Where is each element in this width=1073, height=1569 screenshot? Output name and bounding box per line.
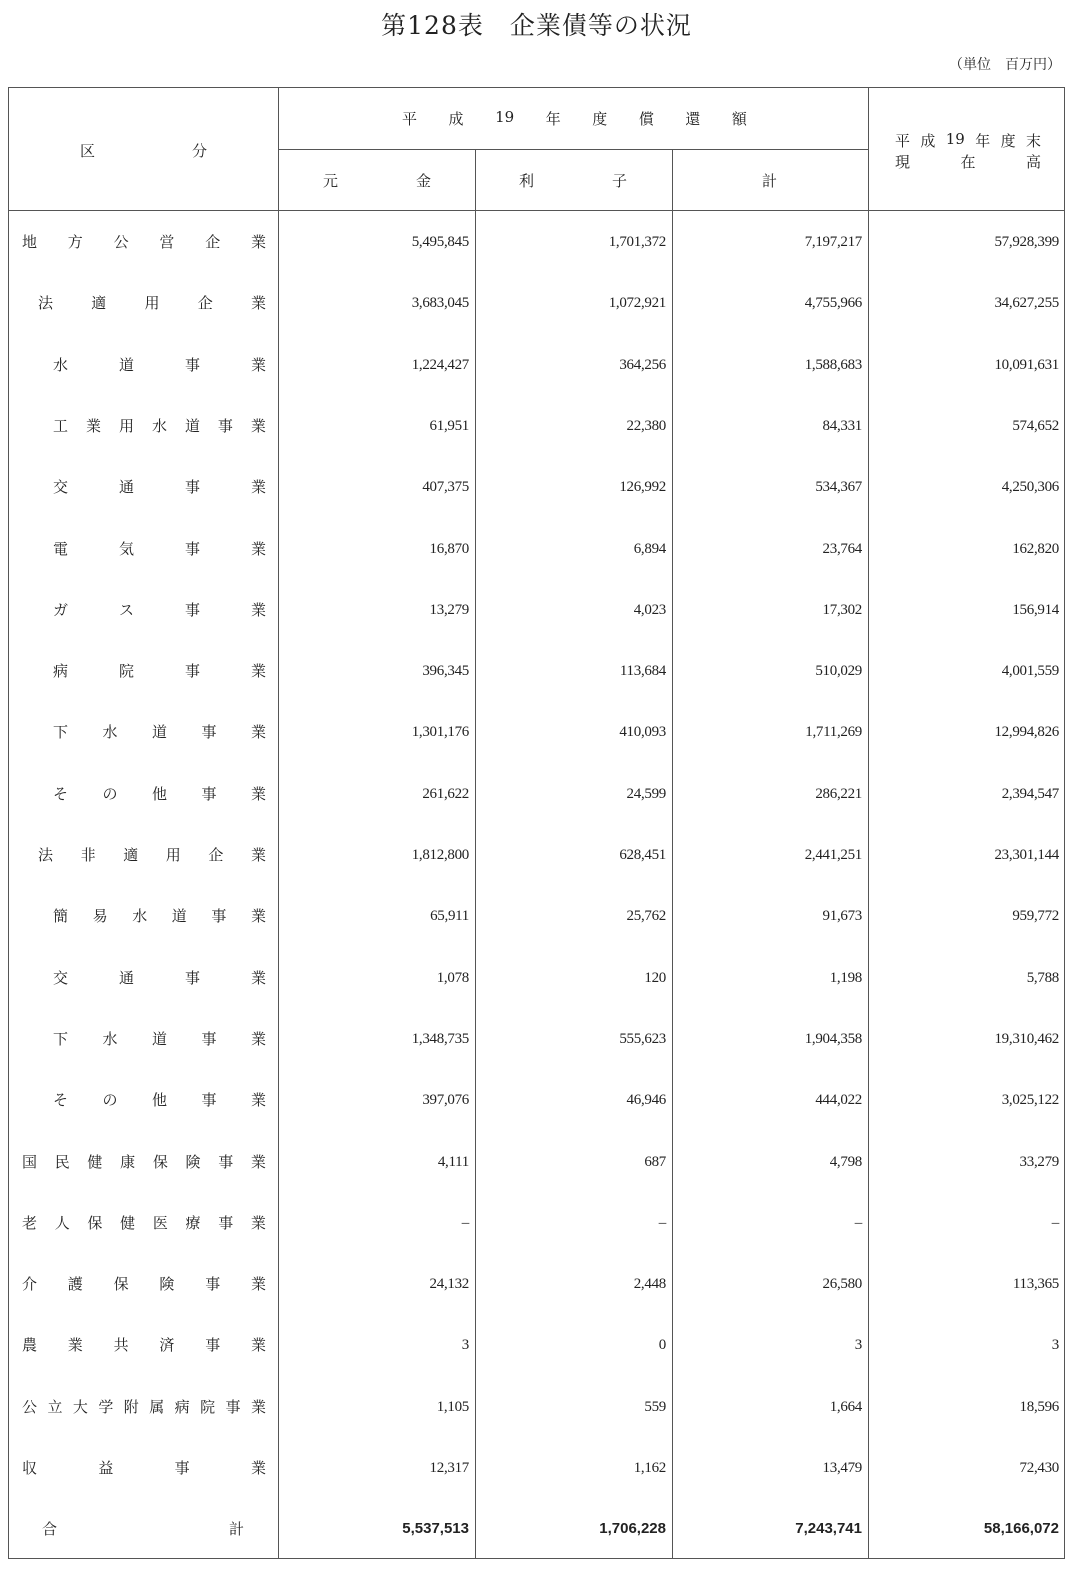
cell-principal: 1,078	[436, 970, 469, 986]
row-label: ガ ス 事 業	[53, 601, 266, 619]
cell-balance: 10,091,631	[994, 357, 1059, 373]
cell-interest: 0	[658, 1337, 666, 1353]
cell-total: 23,764	[822, 541, 862, 557]
cell-total: 4,798	[829, 1154, 862, 1170]
row-label: 合 計	[42, 1520, 244, 1538]
header-interest	[519, 170, 627, 191]
row-label: 農 業 共 済 事 業	[22, 1336, 266, 1354]
cell-balance: 113,365	[1012, 1276, 1059, 1292]
row-label: 地 方 公 営 企 業	[22, 233, 266, 251]
cell-balance: 72,430	[1019, 1460, 1059, 1476]
cell-interest: 46,946	[626, 1092, 666, 1108]
cell-interest: 1,162	[633, 1460, 666, 1476]
cell-interest: 559	[644, 1399, 666, 1415]
cell-interest: 555,623	[619, 1031, 666, 1047]
cell-principal: 1,301,176	[411, 724, 469, 740]
cell-interest: –	[658, 1215, 666, 1231]
header-bottom-divider	[8, 210, 1065, 211]
cell-interest: 687	[644, 1154, 666, 1170]
cell-principal: 397,076	[422, 1092, 469, 1108]
row-label: 老 人 保 健 医 療 事 業	[22, 1214, 266, 1232]
row-label: 電 気 事 業	[53, 540, 266, 558]
row-label: 病 院 事 業	[53, 662, 266, 680]
cell-total: 3	[854, 1337, 862, 1353]
cell-balance: 18,596	[1019, 1399, 1059, 1415]
cell-interest: 6,894	[633, 541, 666, 557]
cell-total: 2,441,251	[804, 847, 862, 863]
header-group-label: 平 成 19 年 度 償 還 額	[402, 108, 747, 128]
cell-total: 17,302	[822, 602, 862, 618]
cell-principal: 24,132	[429, 1276, 469, 1292]
cell-balance: 5,788	[1026, 970, 1059, 986]
col-divider-principal	[475, 150, 476, 1559]
cell-balance: 57,928,399	[994, 234, 1059, 250]
cell-principal: 1,224,427	[411, 357, 469, 373]
cell-interest: 1,706,228	[599, 1520, 666, 1537]
header-category	[80, 140, 207, 161]
cell-total: 1,711,269	[805, 724, 862, 740]
cell-interest: 1,072,921	[608, 295, 666, 311]
cell-principal: 61,951	[429, 418, 469, 434]
row-label: 公 立 大 学 附 属 病 院 事 業	[22, 1398, 266, 1416]
cell-balance: 4,250,306	[1001, 479, 1059, 495]
cell-balance: 162,820	[1012, 541, 1059, 557]
cell-total: 13,479	[822, 1460, 862, 1476]
cell-balance: 2,394,547	[1001, 786, 1059, 802]
cell-total: 1,904,358	[804, 1031, 862, 1047]
cell-total: 444,022	[815, 1092, 862, 1108]
row-label: 法 非 適 用 企 業	[38, 846, 266, 864]
cell-principal: 407,375	[422, 479, 469, 495]
cell-principal: 1,812,800	[411, 847, 469, 863]
cell-total: –	[854, 1215, 862, 1231]
header-principal	[323, 170, 431, 191]
cell-balance: 58,166,072	[983, 1520, 1059, 1537]
cell-interest: 628,451	[619, 847, 666, 863]
cell-principal: 1,105	[436, 1399, 469, 1415]
row-label: 工 業 用 水 道 事 業	[53, 417, 266, 435]
cell-principal: 5,537,513	[402, 1520, 469, 1537]
cell-total: 7,197,217	[804, 234, 862, 250]
cell-principal: 1,348,735	[411, 1031, 469, 1047]
cell-balance: 156,914	[1012, 602, 1059, 618]
cell-principal: 12,317	[429, 1460, 469, 1476]
cell-interest: 113,684	[619, 663, 666, 679]
cell-interest: 1,701,372	[608, 234, 666, 250]
cell-interest: 2,448	[633, 1276, 666, 1292]
row-label: 法 適 用 企 業	[38, 294, 266, 312]
cell-interest: 22,380	[626, 418, 666, 434]
cell-balance: 23,301,144	[994, 847, 1059, 863]
header-interest-label: 利 子	[519, 172, 627, 190]
row-label: 介 護 保 険 事 業	[22, 1275, 266, 1293]
header-group-divider	[278, 149, 868, 150]
cell-interest: 120	[644, 970, 666, 986]
cell-total: 7,243,741	[795, 1520, 862, 1537]
cell-total: 534,367	[815, 479, 862, 495]
cell-principal: 3,683,045	[411, 295, 469, 311]
cell-interest: 24,599	[626, 786, 666, 802]
header-balance	[895, 130, 1041, 172]
cell-total: 26,580	[822, 1276, 862, 1292]
cell-principal: 5,495,845	[411, 234, 469, 250]
col-divider-category	[278, 87, 279, 1559]
cell-total: 1,588,683	[804, 357, 862, 373]
unit-note: （単位 百万円）	[949, 57, 1061, 73]
header-balance-line2: 現 在 高	[895, 153, 1041, 171]
cell-total: 4,755,966	[804, 295, 862, 311]
cell-principal: 13,279	[429, 602, 469, 618]
cell-balance: 3	[1051, 1337, 1059, 1353]
row-label: 簡 易 水 道 事 業	[53, 907, 266, 925]
cell-total: 91,673	[822, 908, 862, 924]
header-balance-line1: 平 成 19 年 度 末	[895, 130, 1041, 150]
cell-principal: 16,870	[429, 541, 469, 557]
cell-total: 1,198	[829, 970, 862, 986]
cell-total: 1,664	[829, 1399, 862, 1415]
row-label: 下 水 道 事 業	[53, 1030, 266, 1048]
header-total: 計	[762, 172, 778, 190]
cell-principal: 65,911	[430, 908, 469, 924]
cell-balance: 33,279	[1019, 1154, 1059, 1170]
row-label: 水 道 事 業	[53, 356, 266, 374]
cell-balance: 959,772	[1012, 908, 1059, 924]
cell-total: 286,221	[815, 786, 862, 802]
row-label: 収 益 事 業	[22, 1459, 266, 1477]
header-category-label: 区 分	[80, 142, 207, 160]
cell-interest: 410,093	[619, 724, 666, 740]
cell-principal: 3	[461, 1337, 469, 1353]
col-divider-total	[868, 87, 869, 1559]
col-divider-interest	[672, 150, 673, 1559]
header-repayment-group	[402, 108, 747, 129]
cell-principal: –	[461, 1215, 469, 1231]
header-principal-label: 元 金	[323, 172, 431, 190]
row-label: そ の 他 事 業	[53, 785, 266, 803]
cell-total: 510,029	[815, 663, 862, 679]
cell-balance: 12,994,826	[994, 724, 1059, 740]
cell-interest: 25,762	[626, 908, 666, 924]
cell-balance: 34,627,255	[994, 295, 1059, 311]
row-label: 交 通 事 業	[53, 478, 266, 496]
row-label: 下 水 道 事 業	[53, 723, 266, 741]
cell-balance: 574,652	[1012, 418, 1059, 434]
cell-principal: 4,111	[437, 1154, 469, 1170]
row-label: そ の 他 事 業	[53, 1091, 266, 1109]
cell-interest: 126,992	[619, 479, 666, 495]
row-label: 交 通 事 業	[53, 969, 266, 987]
cell-principal: 261,622	[422, 786, 469, 802]
row-label: 国 民 健 康 保 険 事 業	[22, 1153, 266, 1171]
cell-interest: 364,256	[619, 357, 666, 373]
cell-balance: 4,001,559	[1001, 663, 1059, 679]
cell-principal: 396,345	[422, 663, 469, 679]
cell-balance: 19,310,462	[994, 1031, 1059, 1047]
cell-balance: 3,025,122	[1001, 1092, 1059, 1108]
cell-total: 84,331	[822, 418, 862, 434]
cell-interest: 4,023	[633, 602, 666, 618]
page-title: 第128表 企業債等の状況	[381, 11, 692, 40]
cell-balance: –	[1051, 1215, 1059, 1231]
